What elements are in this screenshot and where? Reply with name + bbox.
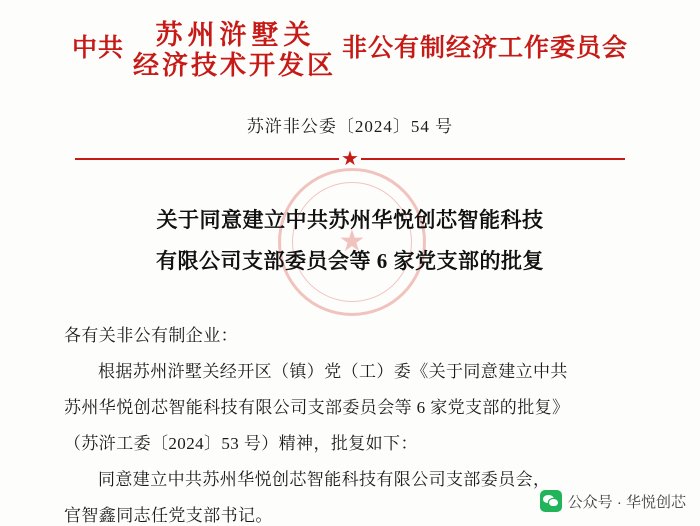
body-paragraph-1-line-1: 根据苏州浒墅关经开区（镇）党（工）委《关于同意建立中共 xyxy=(98,362,568,382)
wechat-account-name: 公众号 · 华悦创芯 xyxy=(567,493,686,511)
body-paragraph-1-line-3: （苏浒工委〔2024〕53 号）精神，批复如下： xyxy=(64,434,418,454)
masthead-inner xyxy=(72,20,628,79)
body-paragraph-2-line-2: 官智鑫同志任党支部书记。 xyxy=(64,506,273,526)
masthead-middle-line2: 经济技术开发区 xyxy=(132,50,336,80)
masthead-right-text: 非公有制经济工作委员会 xyxy=(342,35,629,63)
seal-star-icon: ★ xyxy=(338,225,366,258)
title-line-2: 有限公司支部委员会等 6 家党支部的批复 xyxy=(156,248,544,273)
masthead xyxy=(0,10,700,90)
body-paragraph-1-line-2: 苏州华悦创芯智能科技有限公司支部委员会等 6 家党支部的批复》 xyxy=(64,398,570,418)
star-icon: ★ xyxy=(339,150,361,170)
wechat-icon xyxy=(540,490,562,512)
red-divider xyxy=(75,150,625,168)
body-paragraph-2-line-1: 同意建立中共苏州华悦创芯智能科技有限公司支部委员会， xyxy=(98,470,551,490)
masthead-left-text: 中共 xyxy=(71,35,124,63)
wechat-account-watermark xyxy=(540,490,686,512)
page-title xyxy=(70,200,630,282)
body-salutation: 各有关非公有制企业： xyxy=(64,326,238,345)
masthead-middle-line1: 苏州浒墅关 xyxy=(155,20,316,51)
title-line-1: 关于同意建立中共苏州华悦创芯智能科技 xyxy=(156,208,544,232)
document-number: 苏浒非公委〔2024〕54 号 xyxy=(246,117,454,136)
masthead-middle xyxy=(130,20,336,79)
